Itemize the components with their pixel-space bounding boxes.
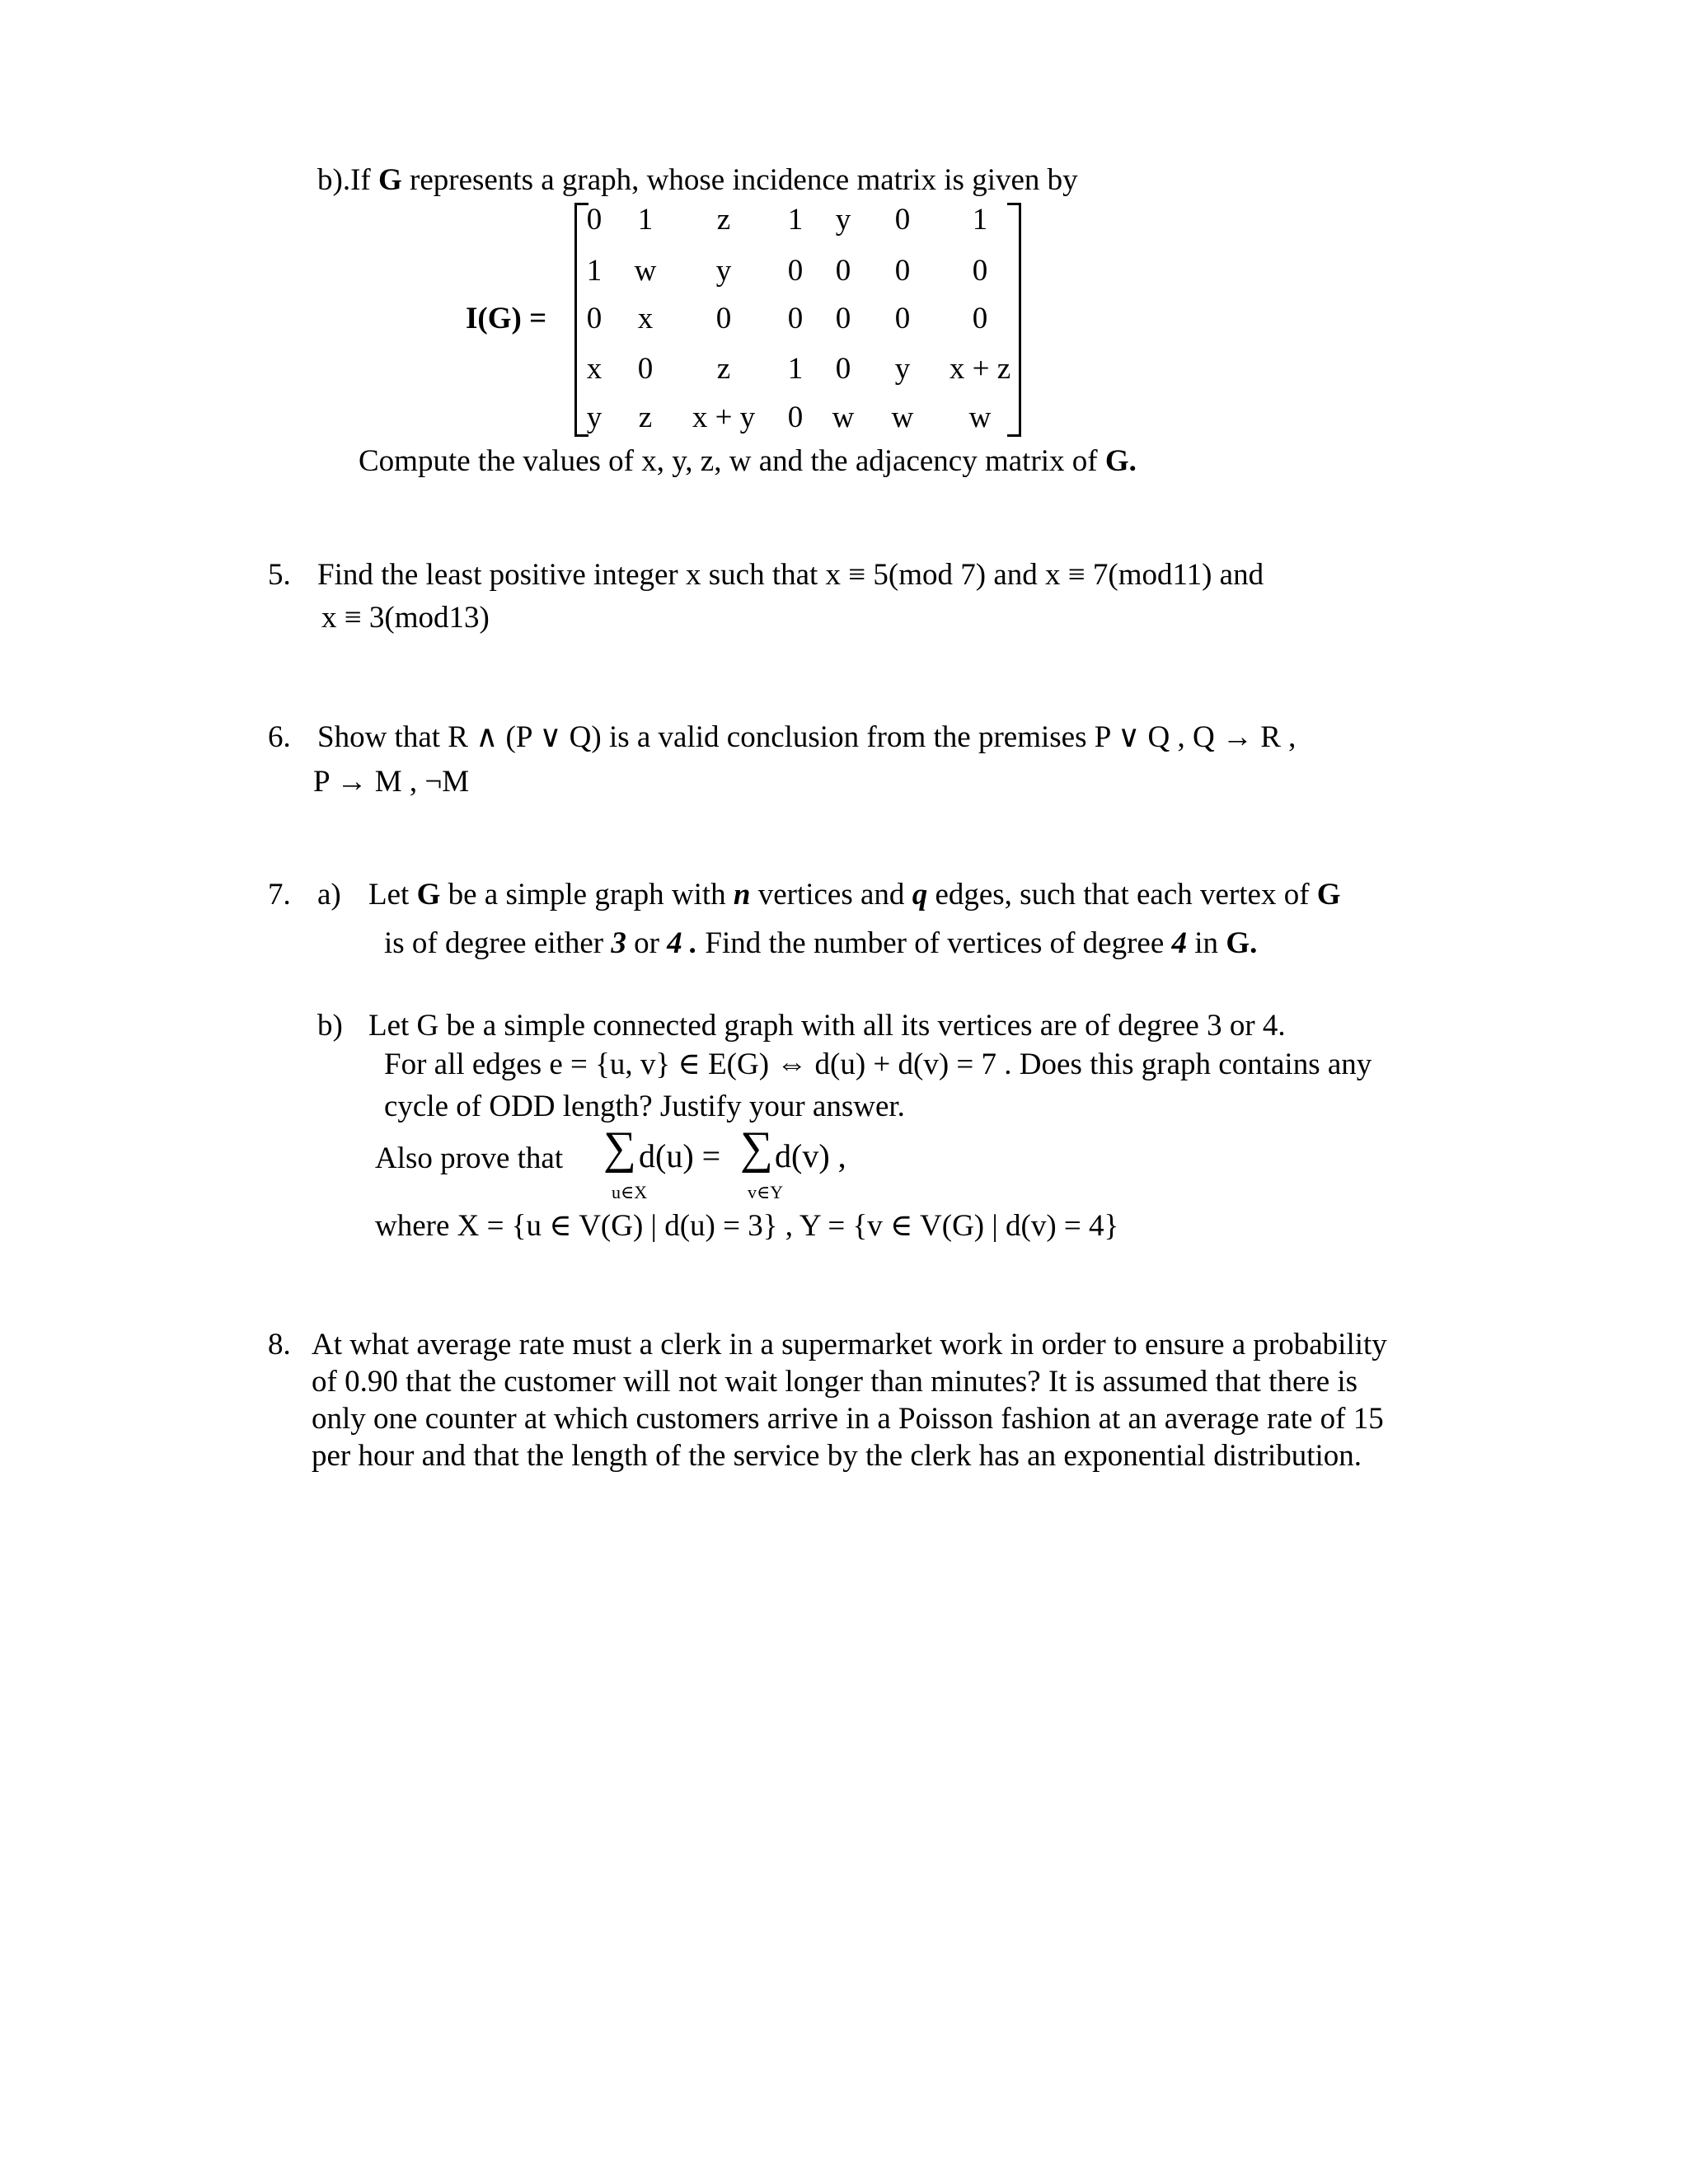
q4b-intro-g: G: [377, 163, 402, 197]
q8-line3: only one counter at which customers arrive in a Poisson fashion at an average rate of 15: [312, 1402, 1384, 1436]
matrix-cell: 0: [787, 254, 804, 288]
q8-line1: At what average rate must a clerk in a supermarket work in order to ensure a probability: [312, 1328, 1387, 1361]
matrix-cell: y: [586, 401, 603, 434]
q4b-compute-g: G.: [1104, 444, 1137, 478]
matrix-cell: 1: [637, 203, 654, 237]
matrix-cell: 1: [787, 203, 804, 237]
matrix-cell: 0: [586, 203, 603, 237]
q5-number: 5.: [268, 558, 291, 592]
matrix-cell: 0: [894, 254, 911, 288]
q4b-compute: [359, 446, 1137, 476]
matrix-cell: 0: [586, 302, 603, 335]
matrix-cell: 1: [586, 254, 603, 288]
q8-line2: of 0.90 that the customer will not wait longer than minutes? It is assumed that there is: [312, 1365, 1358, 1399]
matrix-cell: 0: [715, 302, 732, 335]
matrix-cell: w: [832, 401, 855, 434]
matrix-cell: 0: [787, 401, 804, 434]
matrix-cell: 0: [894, 203, 911, 237]
q4b-compute-text: Compute the values of x, y, z, w and the adjacency matrix of: [359, 444, 1105, 478]
matrix-cell: 1: [787, 352, 804, 386]
q7b-sum-left: d(u) =: [639, 1137, 721, 1174]
matrix-cell: 0: [972, 302, 988, 335]
q7a-text-5: is of degree either: [384, 926, 612, 960]
matrix-cell: z: [716, 352, 731, 386]
matrix-cell: 0: [894, 302, 911, 335]
matrix-cell: x + y: [692, 401, 756, 434]
q7a-text-3: vertices and: [750, 878, 912, 912]
q7a-label: a): [317, 878, 341, 912]
matrix-cell: y: [835, 203, 851, 237]
q7b-label: b): [317, 1009, 343, 1043]
q8-number: 8.: [268, 1328, 291, 1361]
q7b-line2: For all edges e = {u, v} ∈ E(G) ⇔ d(u) + d(v) = 7 . Does this graph contains any: [384, 1047, 1372, 1081]
q7a-text-1: Let: [368, 878, 417, 912]
q4b-intro: [317, 165, 1078, 195]
q7a-text-4: edges, such that each vertex of: [927, 878, 1317, 912]
q7-number: 7.: [268, 878, 291, 912]
q7a-line1: [368, 879, 1341, 910]
matrix-cell: y: [715, 254, 732, 288]
q7b-line3: cycle of ODD length? Justify your answer.: [384, 1090, 905, 1123]
sum-subscript-left: u∈X: [612, 1182, 648, 1202]
sum-symbol-left: ∑: [603, 1122, 636, 1174]
q7a-3: 3: [611, 926, 626, 960]
q8-line4: per hour and that the length of the service by the clerk has an exponential distribution.: [312, 1439, 1362, 1473]
q4b-intro-post: represents a graph, whose incidence matrix is given by: [401, 163, 1078, 197]
q7b-line5: where X = {u ∈ V(G) | d(u) = 3} , Y = {v ∈ V(G) | d(v) = 4}: [375, 1209, 1119, 1243]
matrix-cell: 0: [637, 352, 654, 386]
q7b-sum-right: d(v) ,: [775, 1137, 846, 1174]
q4b-intro-pre: b).If: [317, 163, 378, 197]
q5-line2: x ≡ 3(mod13): [321, 601, 490, 635]
q7a-text-7: Find the number of vertices of degree: [697, 926, 1172, 960]
matrix-label: I(G) =: [466, 302, 547, 335]
matrix-cell: z: [638, 401, 653, 434]
q7a-g3: G.: [1226, 926, 1258, 960]
q7a-4: 4 .: [667, 926, 698, 960]
q7a-q: q: [912, 878, 928, 912]
q7a-n: n: [733, 878, 751, 912]
matrix-cell: 0: [972, 254, 988, 288]
matrix-cell: z: [716, 203, 731, 237]
matrix-cell: 0: [835, 254, 851, 288]
matrix-cell: x + z: [949, 352, 1011, 386]
sum-subscript-right: v∈Y: [748, 1182, 784, 1202]
matrix-cell: x: [637, 302, 654, 335]
q7a-g2: G: [1316, 878, 1341, 912]
matrix-cell: w: [891, 401, 914, 434]
q6-line2: P → M , ¬M: [313, 765, 470, 799]
q7a-text-6: or: [626, 926, 668, 960]
q7a-text-8: in: [1187, 926, 1226, 960]
q7a-4b: 4: [1171, 926, 1188, 960]
matrix-cell: w: [634, 254, 657, 288]
sum-symbol-right: ∑: [740, 1122, 773, 1174]
matrix-cell: 0: [787, 302, 804, 335]
q7a-g: G: [416, 878, 441, 912]
matrix-cell: w: [968, 401, 992, 434]
matrix-cell: x: [586, 352, 603, 386]
matrix-cell: 0: [835, 352, 851, 386]
q6-line1: Show that R ∧ (P ∨ Q) is a valid conclusion from the premises P ∨ Q , Q → R ,: [317, 720, 1296, 754]
matrix-cell: 0: [835, 302, 851, 335]
q7b-line4-text: Also prove that: [375, 1141, 564, 1175]
q7b-line1: Let G be a simple connected graph with all its vertices are of degree 3 or 4.: [368, 1009, 1286, 1043]
q6-number: 6.: [268, 720, 291, 754]
q5-line1: Find the least positive integer x such that x ≡ 5(mod 7) and x ≡ 7(mod11) and: [317, 558, 1264, 592]
matrix-cell: 1: [972, 203, 988, 237]
q7a-line2: [384, 928, 1257, 958]
q7a-text-2: be a simple graph with: [440, 878, 734, 912]
matrix-cell: y: [894, 352, 911, 386]
